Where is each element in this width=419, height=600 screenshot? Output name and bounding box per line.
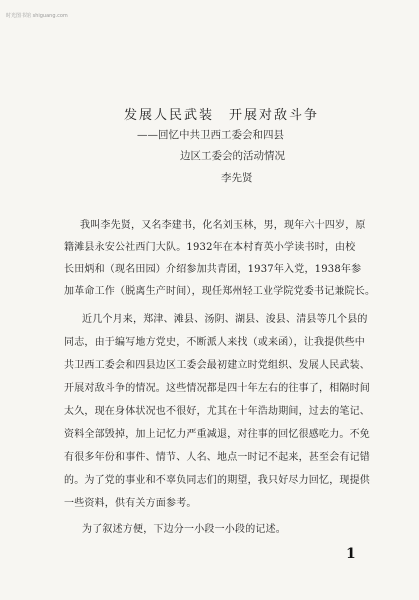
- body-line: 籍滩县永安公社西门大队。1932年在本村育英小学读书时，由校: [64, 242, 356, 253]
- page-number: 1: [346, 546, 356, 562]
- body-line: 我叫李先贤，又名李建书，化名刘玉林，男，现年六十四岁，原: [80, 220, 366, 231]
- body-line: 为了叙述方便，下边分一小段一小段的记述。: [82, 524, 286, 535]
- body-line: 开展对敌斗争的情况。这些情况都是四十年左右的往事了，相隔时间: [64, 383, 370, 394]
- body-line: 长田炳和（现名田园）介绍参加共青团，1937年入党，1938年参: [64, 264, 362, 275]
- body-line: 同志，由于编写地方党史，不断派人来找（或来函），让我提供些中: [64, 337, 365, 348]
- document-subtitle: ——回忆中共卫西工委会和四县: [137, 129, 284, 141]
- body-line: 加革命工作（脱离生产时间），现任郑州轻工业学院党委书记兼院长。: [64, 286, 376, 297]
- body-line: 一些资料，供有关方面参考。: [64, 498, 197, 509]
- body-line: 资料全部毁掉，加上记忆力严重减退，对往事的回忆很感吃力。不免: [64, 429, 370, 440]
- body-line: 太久，现在身体状况也不很好，尤其在十年浩劫期间，过去的笔记、: [64, 406, 370, 417]
- document-title: 发展人民武装 开展对敌斗争: [124, 108, 320, 123]
- watermark-stamp: 时光图书馆 shiguang.com: [6, 13, 68, 19]
- author-name: 李先贤: [221, 172, 253, 184]
- body-line: 共卫西工委会和四县边区工委会最初建立时党组织、发展人民武装、: [64, 360, 370, 371]
- body-line: 近几个月来，郑津、滩县、汤阴、湖县、浚县、清县等几个县的: [82, 314, 368, 325]
- body-line: 的。为了党的事业和不辜负同志们的期望，我只好尽力回忆，现提供: [64, 475, 370, 486]
- body-line: 有很多年份和事件、情节、人名、地点一时记不起来，甚至会有记错: [64, 452, 370, 463]
- document-subtitle-continued: 边区工委会的活动情况: [180, 150, 285, 162]
